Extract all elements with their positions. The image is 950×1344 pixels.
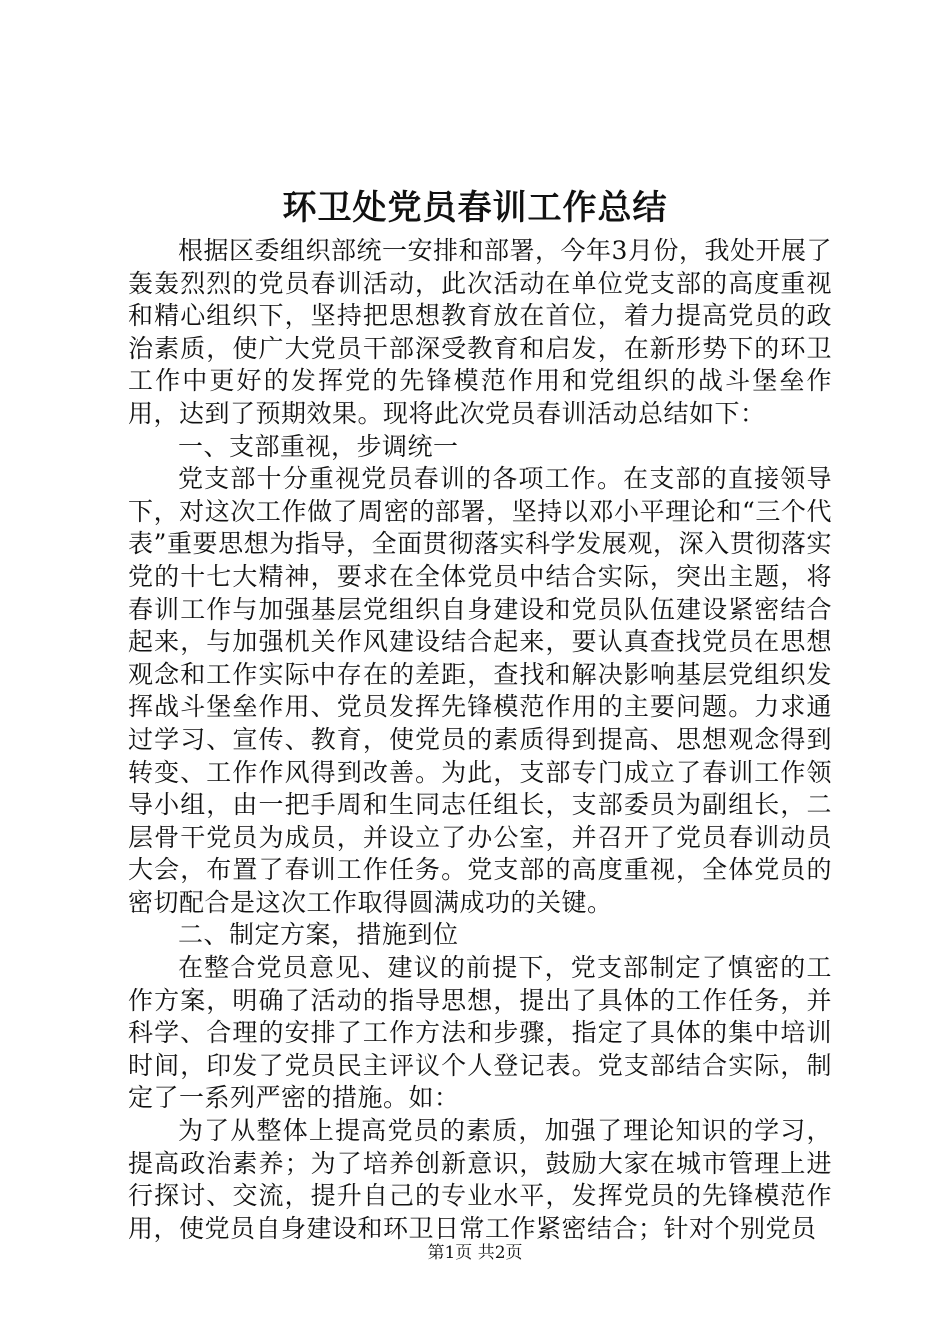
paragraph-section-1: 党支部十分重视党员春训的各项工作。在支部的直接领导下，对这次工作做了周密的部署，坚持以邓小平理论和“三个代表”重要思想为指导，全面贯彻落实科学发展观，深入贯彻落实党的十七大精神，要求在全体党员中结合实际，突出主题，将春训工作与加强基层党组织自身建设和党员队伍建设紧密结合起来，与加强机关作风建设结合起来，要认真查找党员在思想观念和工作实际中存在的差距，查找和解决影响基层党组织发挥战斗堡垒作用、党员发挥先锋模范作用的主要问题。力求通过学习、宣传、教育，使党员的素质得到提高、思想观念得到转变、工作作风得到改善。为此，支部专门成立了春训工作领导小组，由一把手周和生同志任组长，支部委员为副组长，二层骨干党员为成员，并设立了办公室，并召开了党员春训动员大会，布置了春训工作任务。党支部的高度重视，全体党员的密切配合是这次工作取得圆满成功的关键。	[128, 464, 832, 917]
paragraph-intro: 根据区委组织部统一安排和部署，今年3月份，我处开展了轰轰烈烈的党员春训活动，此次活动在单位党支部的高度重视和精心组织下，坚持把思想教育放在首位，着力提高党员的政治素质，使广大党员干部深受教育和启发，在新形势下的环卫工作中更好的发挥党的先锋模范作用和党组织的战斗堡垒作用，达到了预期效果。现将此次党员春训活动总结如下：	[128, 236, 832, 428]
page-footer: 第1页 共2页	[427, 1243, 523, 1263]
paragraph-section-2: 在整合党员意见、建议的前提下，党支部制定了慎密的工作方案，明确了活动的指导思想，提出了具体的工作任务，并科学、合理的安排了工作方法和步骤，指定了具体的集中培训时间，印发了党员民主评议个人登记表。党支部结合实际，制定了一系列严密的措施。如：	[128, 953, 832, 1113]
section-heading-2: 二、制定方案，措施到位	[178, 920, 459, 950]
section-heading-1: 一、支部重视，步调统一	[178, 431, 459, 461]
document-body	[128, 235, 832, 1245]
document-title: 环卫处党员春训工作总结	[282, 188, 668, 228]
paragraph-section-2-cont: 为了从整体上提高党员的素质，加强了理论知识的学习，提高政治素养；为了培养创新意识，鼓励大家在城市管理上进行探讨、交流，提升自己的专业水平，发挥党员的先锋模范作用，使党员自身建设和环卫日常工作紧密结合；针对个别党员	[128, 1116, 832, 1243]
